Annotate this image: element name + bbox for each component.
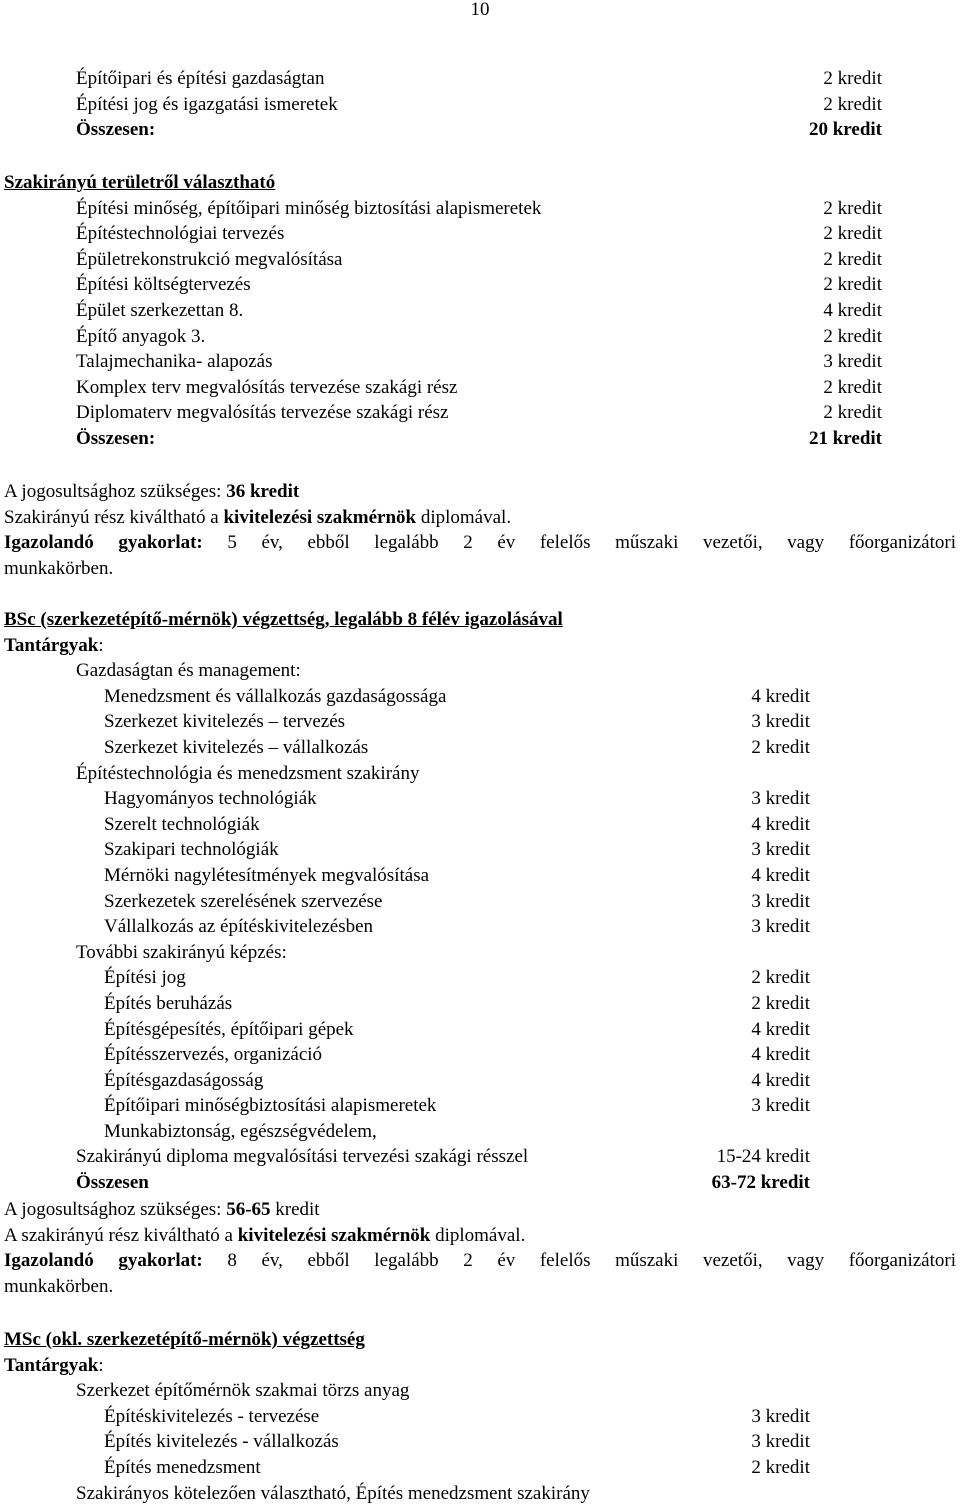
course-credit: 2 kredit [823,93,882,115]
course-credit: 2 kredit [751,992,810,1014]
subjects-label [4,1353,104,1379]
course-credit: 4 kredit [751,685,810,707]
total-value: 21 kredit [808,427,882,449]
group-heading: További szakirányú képzés: [76,941,287,963]
section-heading: Szakirányú területről választható [4,172,276,193]
replacement-suffix: diplomával. [430,1224,526,1246]
course-row [0,349,960,375]
practice-label: Igazolandó gyakorlat: [4,1250,203,1272]
replacement-line [4,505,956,531]
course-row [0,298,960,324]
course-credit: 3 kredit [751,1095,810,1117]
course-row [0,837,960,863]
course-row [0,247,960,273]
subjects-row [0,633,960,659]
course-row [0,221,960,247]
course-credit: 3 kredit [751,711,810,733]
course-credit: 2 kredit [823,248,882,270]
course-name: Építés kivitelezés - vállalkozás [104,1431,339,1453]
course-name: Szerkezet kivitelezés – vállalkozás [104,736,369,758]
practice-label: Igazolandó gyakorlat: [4,532,203,554]
course-name: Építéstechnológiai tervezés [76,223,285,245]
course-row [0,735,960,761]
course-row [0,400,960,426]
replacement-degree: kivitelezési szakmérnök [237,1224,431,1246]
section-general-courses [0,66,960,143]
course-row [0,1042,960,1068]
total-row [0,426,960,452]
course-credit: 2 kredit [823,68,882,89]
course-name: Talajmechanika- alapozás [76,351,273,373]
course-credit: 4 kredit [751,1044,810,1066]
section-specialization-electives [0,170,960,452]
course-name: Épületrekonstrukció megvalósítása [76,248,343,270]
total-row [0,1170,960,1196]
course-name: Építési jog [104,967,186,989]
group-heading: Szerkezet építőmérnök szakmai törzs anyag [76,1380,410,1402]
course-credit: 2 kredit [823,325,882,347]
page-number: 10 [470,0,490,20]
course-name: Építésgazdaságosság [104,1069,264,1091]
course-name: Építésgépesítés, építőipari gépek [104,1018,354,1040]
total-value: 63-72 kredit [711,1172,810,1194]
course-name: Építési jog és igazgatási ismeretek [76,93,338,115]
course-row [0,92,960,118]
course-row [0,1429,960,1455]
group-heading-row [0,1378,960,1404]
course-name: Építési költségtervezés [76,274,251,296]
replacement-degree: kivitelezési szakmérnök [223,506,417,528]
course-name: Szerelt technológiák [104,813,260,835]
required-credits-value: 36 kredit [226,481,300,502]
course-row [0,709,960,735]
course-name: Szakirányú diploma megvalósítási tervezési szakági résszel [76,1146,529,1168]
course-name: Szerkezetek szerelésének szervezése [104,890,383,912]
course-credit: 4 kredit [751,1018,810,1040]
course-name: Szakipari technológiák [104,839,279,861]
course-name: Építő anyagok 3. [76,325,206,347]
group-heading: Gazdaságtan és management: [76,660,301,682]
course-name: Hagyományos technológiák [104,788,317,810]
course-credit: 3 kredit [751,1405,810,1427]
course-credit: 2 kredit [823,402,882,424]
course-row [0,914,960,940]
required-credits-label: A jogosultsághoz szükséges: [4,1199,227,1220]
course-name: Épület szerkezettan 8. [76,299,244,321]
course-credit: 4 kredit [823,299,882,321]
course-name: Építésszervezés, organizáció [104,1044,323,1066]
course-credit: 2 kredit [751,736,810,758]
course-row [0,812,960,838]
section-bsc [0,607,960,1196]
course-row [0,1404,960,1430]
course-name: Építés menedzsment [104,1456,261,1478]
total-label: Összesen: [76,427,156,449]
subjects-label-text: Tantárgyak [4,1354,99,1376]
course-credit: 3 kredit [751,1431,810,1453]
course-row [0,1144,960,1170]
course-credit: 3 kredit [751,788,810,810]
replacement-suffix: diplomával. [416,506,512,528]
course-row [0,684,960,710]
course-row [0,375,960,401]
course-credit: 3 kredit [751,839,810,861]
group-heading-row [0,761,960,787]
subjects-label [4,633,104,659]
practice-line [4,1248,956,1274]
course-name: Vállalkozás az építéskivitelezésben [104,916,374,938]
section-msc [0,1327,960,1506]
group-heading-row [0,658,960,684]
course-credit: 3 kredit [751,916,810,938]
course-credit: 3 kredit [751,890,810,912]
course-name: Menedzsment és vállalkozás gazdaságossága [104,685,447,707]
course-name: Építőipari és építési gazdaságtan [76,68,325,89]
required-credits-line [4,1197,956,1223]
course-row [0,324,960,350]
course-name: Építéskivitelezés - tervezése [104,1405,320,1427]
course-row [0,863,960,889]
course-row [0,786,960,812]
required-credits-unit: kredit [270,1199,320,1220]
course-row [0,272,960,298]
subjects-row [0,1353,960,1379]
replacement-text: A szakirányú rész kiváltható a [4,1224,238,1246]
course-credit: 3 kredit [823,351,882,373]
total-value: 20 kredit [808,119,882,141]
course-row [0,1093,960,1119]
group-heading: Építéstechnológia és menedzsment szakirány [76,762,420,784]
required-credits-value: 56-65 [226,1199,271,1220]
course-name: Mérnöki nagylétesítmények megvalósítása [104,864,430,886]
course-credit: 2 kredit [823,197,882,219]
practice-line [4,530,956,556]
group-heading: Szakirányos kötelezően választható, Építés menedzsment szakirány [76,1482,590,1504]
group-heading-row [0,940,960,966]
course-credit: 2 kredit [823,274,882,296]
course-name: Építési minőség, építőipari minőség biztosítási alapismeretek [76,197,542,219]
group-heading-row [0,1481,960,1506]
course-credit: 2 kredit [823,376,882,398]
course-credit: 4 kredit [751,864,810,886]
course-name: Szerkezet kivitelezés – tervezés [104,711,346,733]
course-name: Munkabiztonság, egészségvédelem, [104,1120,377,1142]
required-credits-line [4,479,956,505]
course-name: Építés beruházás [104,992,233,1014]
course-credit: 2 kredit [751,967,810,989]
course-credit: 2 kredit [823,223,882,245]
requirements-notes-1 [4,479,956,581]
subjects-colon: : [98,1354,104,1376]
requirements-notes-2 [4,1197,956,1299]
msc-heading: MSc (okl. szerkezetépítő-mérnök) végzettség [4,1329,365,1350]
course-row [0,1119,960,1145]
section-heading-row [0,607,960,633]
bsc-heading: BSc (szerkezetépítő-mérnök) végzettség, legalább 8 félév igazolásával [4,609,563,630]
course-credit: 2 kredit [751,1456,810,1478]
course-row [0,965,960,991]
practice-line-continued: munkakörben. [4,557,114,579]
course-credit: 15-24 kredit [716,1146,810,1168]
section-heading-row [0,170,960,196]
total-label: Összesen [76,1172,149,1194]
course-row [0,1068,960,1094]
course-name: Komplex terv megvalósítás tervezése szakági rész [76,376,458,398]
course-row [0,66,960,92]
practice-line-continued: munkakörben. [4,1275,114,1297]
practice-text: 8 év, ebből legalább 2 év felelős műszaki vezetői, vagy főorganizátori [202,1250,956,1272]
course-row [0,991,960,1017]
course-credit: 4 kredit [751,1069,810,1091]
subjects-label-text: Tantárgyak [4,634,99,656]
course-name: Diplomaterv megvalósítás tervezése szakági rész [76,402,449,424]
course-row [0,889,960,915]
replacement-line [4,1223,956,1249]
required-credits-label: A jogosultsághoz szükséges: [4,481,227,502]
course-row [0,1455,960,1481]
course-row [0,1017,960,1043]
section-heading-row [0,1327,960,1353]
course-name: Építőipari minőségbiztosítási alapismeretek [104,1095,437,1117]
total-row [0,117,960,143]
course-row [0,196,960,222]
replacement-text: Szakirányú rész kiváltható a [4,506,224,528]
total-label: Összesen: [76,119,156,141]
course-credit: 4 kredit [751,813,810,835]
practice-text: 5 év, ebből legalább 2 év felelős műszaki vezetői, vagy főorganizátori [202,532,956,554]
subjects-colon: : [98,634,104,656]
